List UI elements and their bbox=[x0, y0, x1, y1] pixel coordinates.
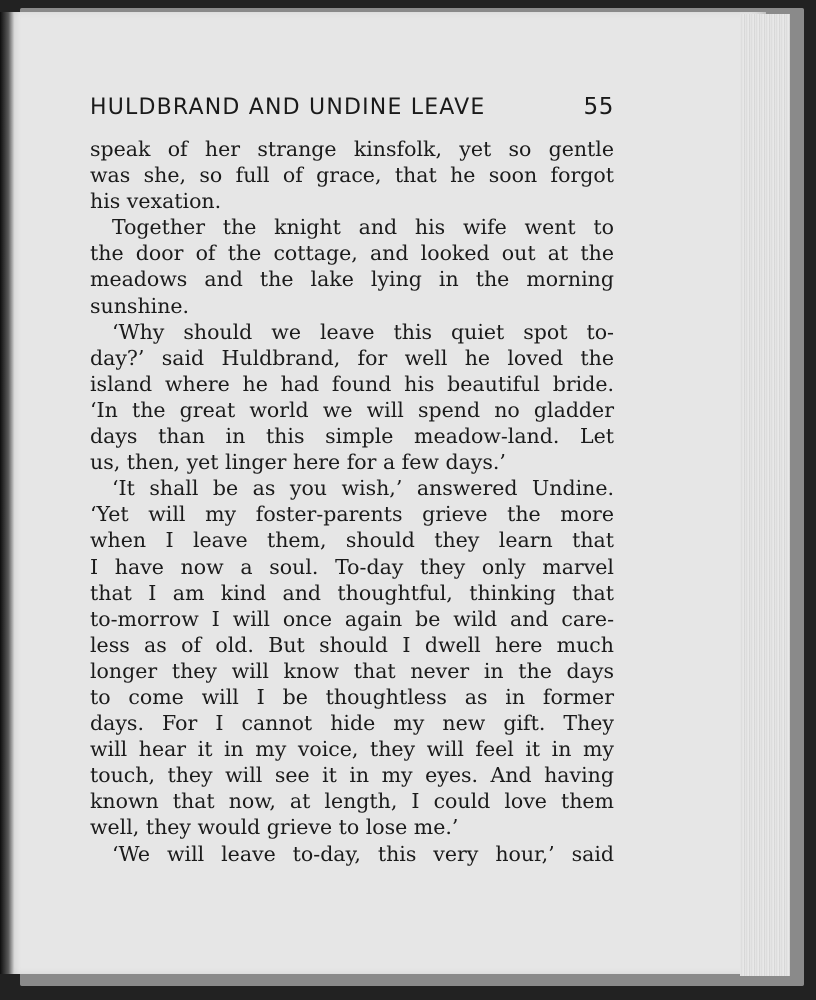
text-line: will hear it in my voice, they will feel it in my bbox=[90, 737, 614, 762]
text-line: ‘Why should we leave this quiet spot to- bbox=[112, 319, 614, 344]
text-line: island where he had found his beautiful bride. bbox=[90, 371, 614, 396]
running-head bbox=[90, 94, 614, 120]
text-line: ‘We will leave to-day, this very hour,’ said bbox=[112, 841, 614, 866]
text-line: to come will I be thoughtless as in former bbox=[90, 684, 614, 709]
text-line: was she, so full of grace, that he soon forgot bbox=[90, 163, 614, 188]
text-line: speak of her strange kinsfolk, yet so gentle bbox=[90, 137, 614, 161]
text-line: ‘It shall be as you wish,’ answered Undine. bbox=[112, 476, 614, 501]
text-line: touch, they will see it in my eyes. And having bbox=[90, 763, 614, 788]
text-line: well, they would grieve to lose me.’ bbox=[90, 815, 459, 840]
text-line: his vexation. bbox=[90, 189, 222, 214]
text-line: I have now a soul. To-day they only marvel bbox=[90, 554, 614, 579]
running-head-title: HULDBRAND AND UNDINE LEAVE bbox=[90, 95, 486, 120]
text-line: days. For I cannot hide my new gift. They bbox=[90, 711, 614, 736]
text-line: ‘Yet will my foster-parents grieve the more bbox=[90, 502, 614, 527]
text-line: sunshine. bbox=[90, 293, 190, 318]
text-line: Together the knight and his wife went to bbox=[112, 215, 614, 240]
text-line: the door of the cottage, and looked out at the bbox=[90, 241, 614, 266]
text-line: day?’ said Huldbrand, for well he loved the bbox=[90, 345, 614, 370]
page-number: 55 bbox=[583, 94, 614, 120]
text-line: longer they will know that never in the days bbox=[90, 658, 614, 683]
text-line: when I leave them, should they learn that bbox=[90, 528, 614, 553]
text-line: less as of old. But should I dwell here much bbox=[90, 632, 614, 657]
text-line: meadows and the lake lying in the morning bbox=[90, 267, 614, 292]
text-line: ‘In the great world we will spend no gladder bbox=[90, 397, 614, 422]
page-edges bbox=[740, 14, 790, 976]
book-gutter bbox=[0, 12, 14, 974]
text-line: days than in this simple meadow-land. Let bbox=[90, 424, 614, 449]
text-line: us, then, yet linger here for a few days.’ bbox=[90, 450, 506, 475]
text-line: known that now, at length, I could love them bbox=[90, 789, 614, 814]
text-line: to-morrow I will once again be wild and care- bbox=[90, 606, 614, 631]
body-text bbox=[90, 136, 614, 867]
text-line: that I am kind and thoughtful, thinking that bbox=[90, 580, 614, 605]
